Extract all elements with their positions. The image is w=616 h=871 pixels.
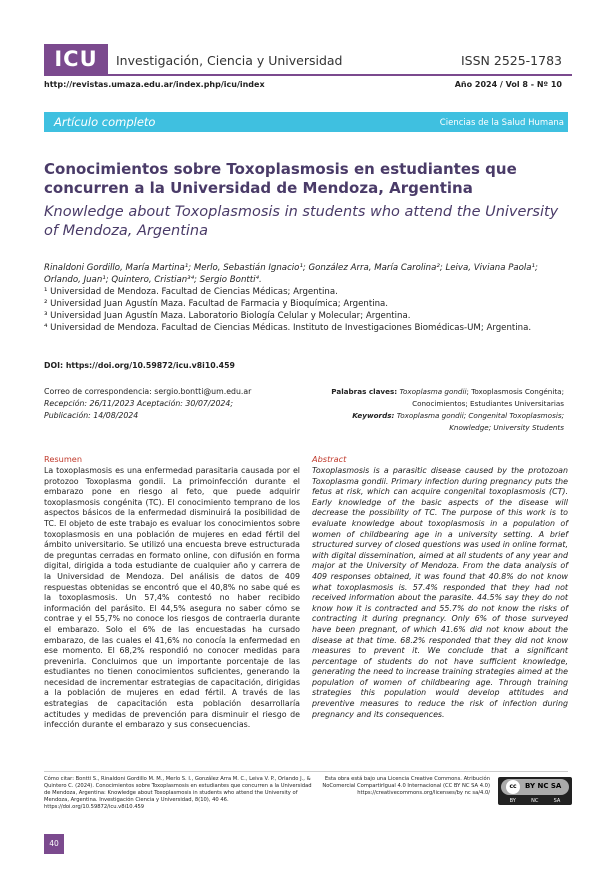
affiliation-2: ² Universidad Juan Agustín Maza. Facultad de Farmacia y Bioquímica; Argentina. [44,299,389,309]
keywords-spanish-line1 [314,387,564,396]
resumen-body: La toxoplasmosis es una enfermedad parasitaria causada por el protozoo Toxoplasma gondii. La primoinfección durante el embarazo pone en riesgo al feto, que puede adquirir toxoplasmosis congénita (TC). El conocimiento temprano de los aspectos básicos de la enfermedad disminuirá la posibilidad de TC. El objeto de este trabajo es evaluar los conocimientos sobre toxoplasmosis en una población de mujeres en edad fértil del ámbito universitario. Se utilizó una encuesta breve estructurada de preguntas cerradas en formato online, con difusión en forma digital, dirigida a toda estudiante de cualquier año y carrera de la Universidad de Mendoza. Del análisis de datos de 409 respuestas obtenidas se encontró que el 40,8% no sabe qué es la toxoplasmosis. Un 57,4% contestó no haber recibido información del parásito. El 44,5% asegura no saber cómo se contrae y el 55,7% no conoce los riesgos de contraerla durante el embarazo. Solo el 6% de las encuestadas ha cursado embarazo, de las cuales el 41,6% no conocía la enfermedad en ese momento. El 68,2% respondió no conocer medidas para prevenirla. Concluimos que un importante porcentaje de las estudiantes no tienen conocimientos suficientes, generando la necesidad de incrementar estrategias de capacitación, dirigidas a la población de mujeres en edad fértil. A través de las estrategias de capacitación esta población desarrollaría actitudes y medidas de prevención para disminuir el riesgo de infección durante el embarazo y sus consecuencias. [44,466,300,730]
resumen-heading: Resumen [44,454,83,464]
author-list: Rinaldoni Gordillo, María Martina¹; Merlo, Sebastián Ignacio¹; González Arra, María Carolina²; Leiva, Viviana Paola¹; Orlando, Juan¹; Quintero, Cristian³⁴; Sergio Bontti⁴. [44,263,538,285]
section-label: Ciencias de la Salud Humana [439,118,564,128]
keywords-en-terms: Toxoplasma gondii; Congenital Toxoplasmosis; [396,411,564,420]
journal-logo: ICU [44,44,108,74]
by-icon: BY [509,798,516,804]
keywords-es-label: Palabras claves: [331,387,398,396]
affiliation-4: ⁴ Universidad de Mendoza. Facultad de Ciencias Médicas. Instituto de Investigaciones Biomédicas-UM; Argentina. [44,323,532,333]
issue-info: Año 2024 / Vol 8 - Nº 10 [454,80,562,89]
creative-commons-badge[interactable] [498,777,572,805]
journal-url-link[interactable]: http://revistas.umaza.edu.ar/index.php/icu/index [44,80,265,89]
title-spanish: Conocimientos sobre Toxoplasmosis en estudiantes que concurren a la Universidad de Mendoza, Argentina [44,160,517,197]
cc-icons-row [502,798,568,804]
citation-text: Cómo citar: Bontti S., Rinaldoni Gordillo M. M., Merlo S. I., González Arra M. C., Leiva V. P., Orlando J., & Quintero C. (2024). Conocimientos sobre Toxoplasmosis en estudiantes que concurren a la Universidad de Mendoza, Argentina: Knowledge about Toxoplasmosis in students who attend the University of Mendoza, Argentina. Investigación Ciencia y Universidad, 8(10), 40 46. https://doi.org/10.59872/icu.v8i10.459 [44,776,312,810]
cc-icon: cc [506,780,520,794]
cc-license-label: BY NC SA [525,782,562,790]
article-type-label: Artículo completo [54,115,156,129]
keywords-en-label: Keywords: [352,411,395,420]
issn: ISSN 2525-1783 [460,53,562,68]
doi-link[interactable]: DOI: https://doi.org/10.59872/icu.v8i10.459 [44,361,235,370]
cc-badge-top [501,779,569,795]
keywords-es-rest: ; Toxoplasmosis Congénita; [466,387,564,396]
received-accepted-dates: Recepción: 26/11/2023 Aceptación: 30/07/2024; [44,399,233,408]
license-text: Esta obra está bajo una Licencia Creative Commons. Atribución NoComercial CompartirIgual 4.0 Internacional (CC BY NC SA 4.0) https://creativecommons.org/licenses/by nc sa/4.0/ [322,776,490,796]
keywords-english-line2: Knowledge; University Students [449,423,564,432]
header-rule [44,74,572,76]
journal-name: Investigación, Ciencia y Universidad [116,53,343,68]
publication-date: Publicación: 14/08/2024 [44,411,139,420]
affiliation-3: ³ Universidad Juan Agustín Maza. Laboratorio Biología Celular y Molecular; Argentina. [44,311,411,321]
abstract-body: Toxoplasmosis is a parasitic disease caused by the protozoan Toxoplasma gondii. Primary infection during pregnancy puts the fetus at risk, which can acquire congenital toxoplasmosis (CT). Early knowledge of the basic aspects of the disease will decrease the possibility of TC. The purpose of this work is to evaluate knowledge about toxoplasmosis in a population of women of childbearing age in a university setting. A brief structured survey of closed questions was used in online format, with digital dissemination, aimed at all students of any year and major at the University of Mendoza. From the data analysis of 409 responses obtained, it was found that 40.8% do not know what toxoplasmosis is. 57.4% responded that they had not received information about the parasite. 44.5% say they do not know how it is contracted and 55.7% do not know the risks of contracting it during pregnancy. Only 6% of those surveyed have been pregnant, of which 41.6% did not know about the disease at that time. 68.2% responded that they did not know measures to prevent it. We conclude that a significant percentage of students do not have sufficient knowledge, generating the need to increase training strategies aimed at the population of women of childbearing age. Through training strategies this population would develop attitudes and preventive measures to reduce the risk of infection during pregnancy and its consequences. [312,466,568,719]
footer-rule [44,771,568,772]
keywords-english-line1 [314,411,564,420]
title-english: Knowledge about Toxoplasmosis in students who attend the University of Mendoza, Argentina [44,204,559,239]
affiliation-1: ¹ Universidad de Mendoza. Facultad de Ciencias Médicas; Argentina. [44,287,338,297]
sa-icon: SA [553,798,561,804]
keywords-spanish-line2: Conocimientos; Estudiantes Universitarias [412,399,564,408]
correspondence-email[interactable]: Correo de correspondencia: sergio.bontti@um.edu.ar [44,387,252,396]
nc-icon: NC [531,798,539,804]
page-number: 40 [44,834,64,854]
abstract-heading: Abstract [312,454,347,464]
keywords-es-term: Toxoplasma gondii [399,387,467,396]
